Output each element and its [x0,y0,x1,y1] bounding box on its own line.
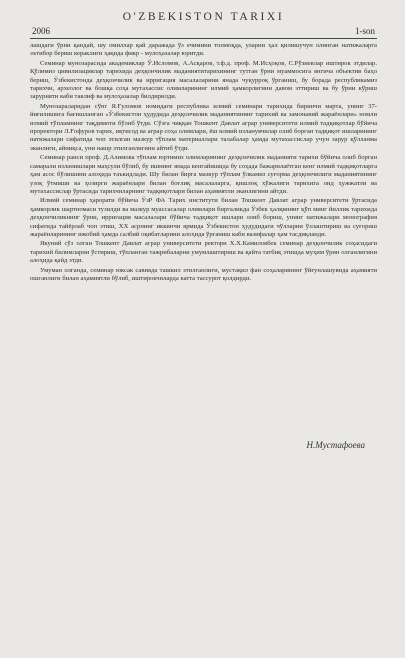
paragraph: Семинар раиси проф. Д.Алимова тўплам юртимиз олимларининг деҳқончилик маданияти тарихи бўйича олиб борган самарали изланишлари маҳсули бўлиб, бу ишнинг янада кенгайишида бу соҳада бажарилаётган кенг илмий тадқиқотларга ҳам асос бўлишини алоҳида таъкидлади. Шу билан бирга мазкур тўплам ўлкамиз суғорма деҳқончилиги маданиятининг узоқ ўтмиши ва ҳозирги жараёнлари билан боғлиқ масалаларга, қишлоқ хўжалиги тарихига оид ҳужжатли ва мутахассислар ўртасида тарихчиларнинг тадқиқотлари билан аҳамиятли эканлигини айтди. [30,154,377,195]
year-label: 2006 [32,26,50,36]
paragraph: Семинар мунозарасида академиклар Ў.Исломов, А.Асқаров, т.ф.д. проф. М.Исҳоқов, С.Рўзиевлар иштирок этдилар. Қўлимиз цивилизациялар тарихида деҳқончилик маданиятитарихининг тутган ўрни муаммосига янгича объектив баҳо бериш, Ўзбекистонда деҳқончилик ва ирригация масалаларини янада чуқурроқ ўрганиш, бу борада республикамиз тарихчи, археолог ва бошқа соҳа мутахассис олимларининг илмий ҳамкорлигини давом эттириш ва бу ўрни кўриш зарурияти каби таклиф ва мулоҳазалар билдирилди. [30,59,377,101]
paragraph: Якуний сўз олган Тошкент Давлат аграр университети ректори Х.Х.Камиловбек семинар деҳқончилик соҳасидаги тарихий билимларни ўстириш, тўпланган тажрибаларни умумлаштириш ва қайта татбиқ этишда муҳим ўрин олганлигини алоҳида қайд этди. [30,240,377,265]
paragraph: лашдаги ўрни қандай, шу омиллар қай даражада ўз ечимини топмоқда, уларни ҳал қилишучун олинган натижаларга эътибор бериш кераклиги ҳақида фикр - мулоҳазалар юритди. [30,42,377,58]
issue-label: 1-son [355,26,375,36]
paragraph: Умуман олганда, семинар юксак савияда ташкил этилганлиги, мустақил фан соҳаларининг ўйғунлашувида аҳамияти ошганлиги билан аҳамиятли бўлиб, иштирокчиларда катта тассурот қолдирди. [30,266,377,282]
paragraph: Мунозараларидан сўнг Я.Ғуломов номидаги республика илмий семинари тарихида биринчи марта, унинг 37-йиғилишига бағишланган «Ўзбекистон ҳудудида деҳқончилик маданиятининг тарихий ва замонавий жараёнлари» номли илмий тўпламнинг тақдимоти бўлиб ўтди. Сўзга чиққан Тошкент Давлат аграр университети илмий тадқиқотлар бўйича проректори Л.Ғофуров тарих, иқтисод ва аграр соҳа олимлари, ёш илмий изланувчилар олиб борган тадқиқот ишларининг натижалари сифатида чоп этилган мазкур тўплам материаллари талабалар ҳамда мутахассислар учун зарур қўлланма эканлиги, айниқса, уни нашр этилганлигини айтиб ўтди. [30,102,377,152]
author-signature: Н.Мустафоева [306,440,365,450]
page-header [30,26,377,39]
journal-title: O'ZBEKISTON TARIXI [122,11,285,23]
article-body [30,42,377,283]
paragraph: Илмий семинар ҳарорати бўйича ЎзР ФА Тарих институти билан Тошкент Давлат аграр университети ўртасида ҳамкорлик шартномаси тузилди ва мазкур муассасалар олимлари биргаликда Ўзбек ҳалқининг қўп минг йиллик тарихида деҳқончиликнинг ўрни, ирригация масалалари бўйича тадқиқот ишлари олиб бориш, унинг натижалари монография сифатида тайёрлаб чоп этиш, XX асрнинг иккинчи ярмида Ўзбекистон ҳудудидаги чўлларни ўзлаштириш ва суғориш жараёнларининг ижобий ҳамда салбий оқибатларини алоҳида ўрганиш каби вазифалар ҳам тасдиқланди. [30,197,377,238]
